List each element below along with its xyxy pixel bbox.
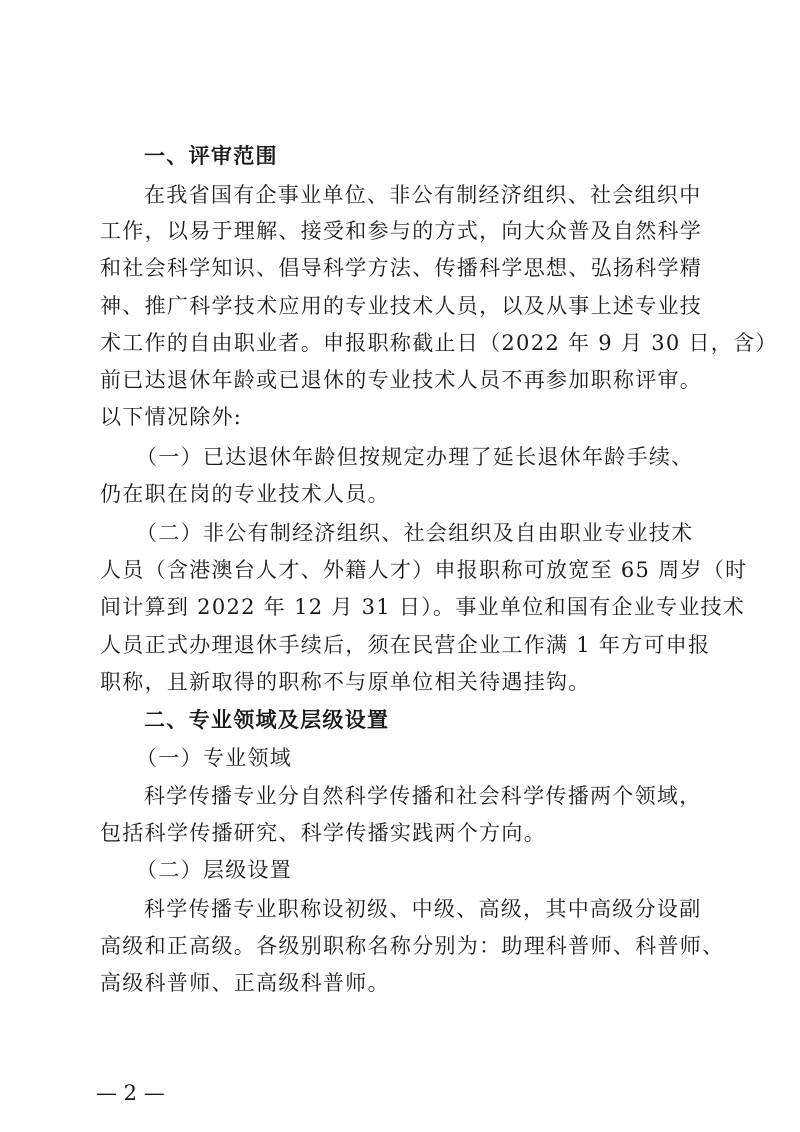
text-line: （一）专业领域 — [136, 746, 293, 770]
text-line: 科学传播专业分自然科学传播和社会科学传播两个领域， — [144, 784, 702, 808]
text-line: （一）已达退休年龄但按规定办理了延长退休年龄手续、 — [136, 445, 694, 469]
section-heading: 二、专业领域及层级设置 — [144, 708, 390, 732]
text-line: 工作，以易于理解、接受和参与的方式，向大众普及自然科学 — [100, 219, 703, 243]
text-line: （二）非公有制经济组织、社会组织及自由职业专业技术 — [136, 521, 694, 545]
text-line: 职称，且新取得的职称不与原单位相关待遇挂钩。 — [100, 670, 591, 694]
text-line: 和社会科学知识、倡导科学方法、传播科学思想、弘扬科学精 — [100, 256, 703, 280]
text-line: 间计算到 2022 年 12 月 31 日）。事业单位和国有企业专业技术 — [100, 595, 746, 619]
text-line: 人员正式办理退休手续后，须在民营企业工作满 1 年方可申报 — [100, 633, 711, 657]
text-line: 以下情况除外: — [100, 405, 243, 429]
page-number: — 2 — — [96, 1081, 165, 1105]
section-heading: 一、评审范围 — [144, 144, 278, 168]
text-line: 高级和正高级。各级别职称名称分别为：助理科普师、科普师、 — [100, 934, 725, 958]
text-line: （二）层级设置 — [136, 858, 293, 882]
text-line: 人员（含港澳台人才、外籍人才）申报职称可放宽至 65 周岁（时 — [100, 558, 748, 582]
text-line: 高级科普师、正高级科普师。 — [100, 971, 390, 995]
text-line: 科学传播专业职称设初级、中级、高级，其中高级分设副 — [144, 897, 702, 921]
text-line: 包括科学传播研究、科学传播实践两个方向。 — [100, 821, 546, 845]
text-line: 前已达退休年龄或已退休的专业技术人员不再参加职称评审。 — [100, 368, 703, 392]
text-line: 术工作的自由职业者。申报职称截止日（2022 年 9 月 30 日，含） — [100, 331, 778, 355]
text-line: 仍在职在岗的专业技术人员。 — [100, 482, 390, 506]
text-line: 在我省国有企事业单位、非公有制经济组织、社会组织中 — [144, 183, 702, 207]
text-line: 神、推广科学技术应用的专业技术人员，以及从事上述专业技 — [100, 294, 703, 318]
